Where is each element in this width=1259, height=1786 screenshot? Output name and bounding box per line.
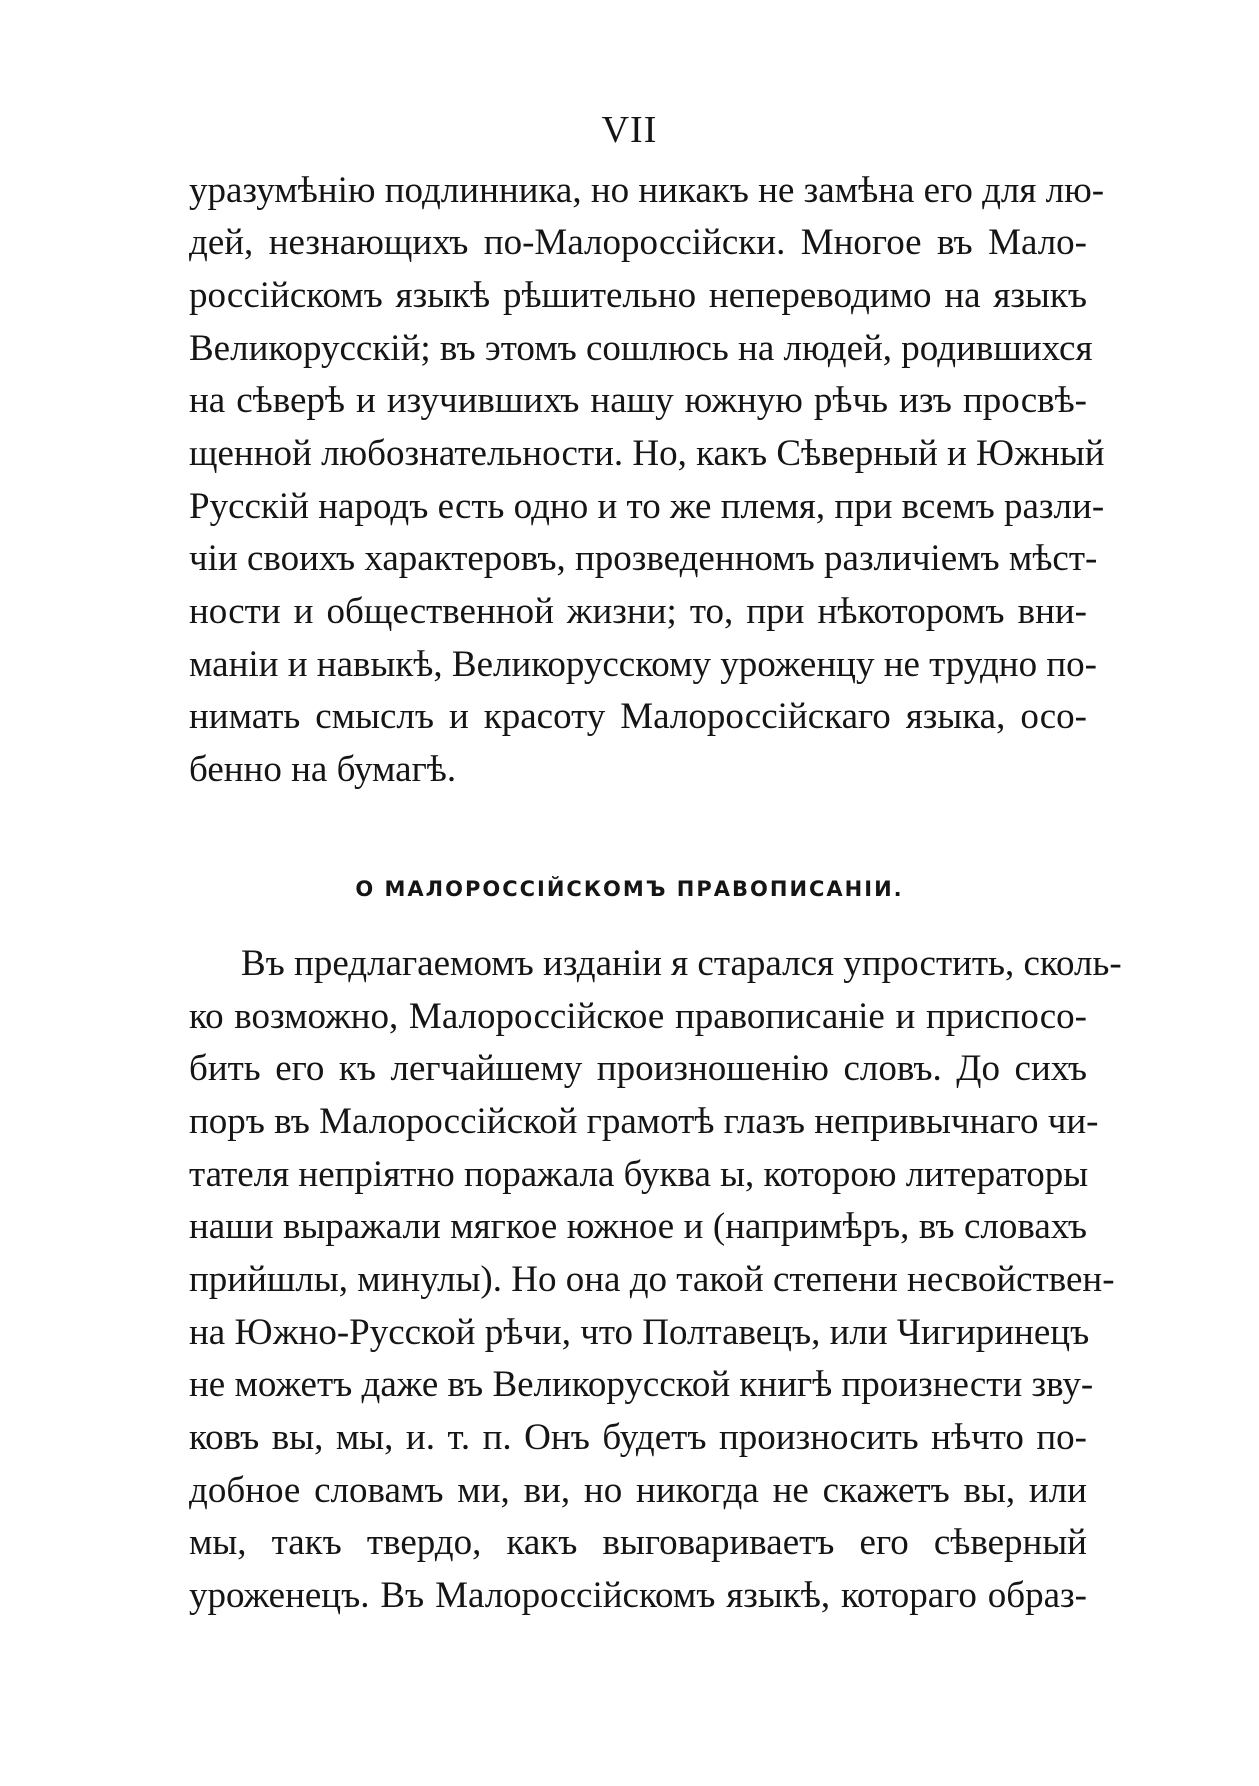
text-line: дей, незнающихъ по-Малороссійски. Многое въ Мало- (189, 222, 1087, 263)
text-line: щенной любознательности. Но, какъ Сѣверный и Южный (189, 433, 1105, 474)
text-line: прийшлы, минулы). Но она до такой степени несвойствен- (189, 1259, 1115, 1300)
text-line: поръ въ Малороссійской грамотѣ глазъ непривычнаго чи- (189, 1101, 1099, 1142)
text-line: уроженецъ. Въ Малороссійскомъ языкѣ, котораго образ- (189, 1575, 1087, 1616)
text-line: уразумѣнію подлинника, но никакъ не замѣна его для лю- (189, 170, 1105, 211)
text-line: нимать смыслъ и красоту Малороссійскаго языка, осо- (189, 696, 1087, 737)
text-line: ко возможно, Малороссійское правописаніе и приспосо- (189, 996, 1087, 1037)
text-line: добное словамъ ми, ви, но никогда не скажетъ вы, или (189, 1470, 1087, 1511)
text-line: наши выражали мягкое южное и (напримѣръ, въ словахъ (189, 1206, 1087, 1247)
text-line: ковъ вы, мы, и. т. п. Онъ будетъ произносить нѣчто по- (189, 1417, 1087, 1458)
text-line: россійскомъ языкѣ рѣшительно непереводимо на языкъ (189, 275, 1087, 316)
text-line: Въ предлагаемомъ изданіи я старался упростить, сколь- (241, 943, 1122, 984)
section-heading: О МАЛОРОССІЙСКОМЪ ПРАВОПИСАНІИ. (355, 877, 904, 901)
text-line: мы, такъ твердо, какъ выговариваетъ его сѣверный (189, 1522, 1087, 1563)
text-line: тателя непріятно поражала буква ы, которою литераторы (189, 1154, 1089, 1195)
text-line: чіи своихъ характеровъ, прозведенномъ различіемъ мѣст- (189, 538, 1098, 579)
text-line: бить его къ легчайшему произношенію словъ. До сихъ (189, 1048, 1087, 1089)
text-line: на сѣверѣ и изучившихъ нашу южную рѣчь изъ просвѣ- (189, 380, 1087, 421)
text-line: маніи и навыкѣ, Великорусскому уроженцу не трудно по- (189, 644, 1097, 685)
text-line: Русскій народъ есть одно и то же племя, при всемъ разли- (189, 486, 1105, 527)
text-line: Великорусскій; въ этомъ сошлюсь на людей, родившихся (189, 328, 1093, 369)
text-line: на Южно-Русской рѣчи, что Полтавецъ, или Чигиринецъ (189, 1312, 1090, 1353)
page-number: VII (601, 109, 658, 151)
text-line: не можетъ даже въ Великорусской книгѣ произнести зву- (189, 1364, 1094, 1405)
text-line: ности и общественной жизни; то, при нѣкоторомъ вни- (189, 591, 1087, 632)
text-line: бенно на бумагѣ. (189, 749, 457, 790)
